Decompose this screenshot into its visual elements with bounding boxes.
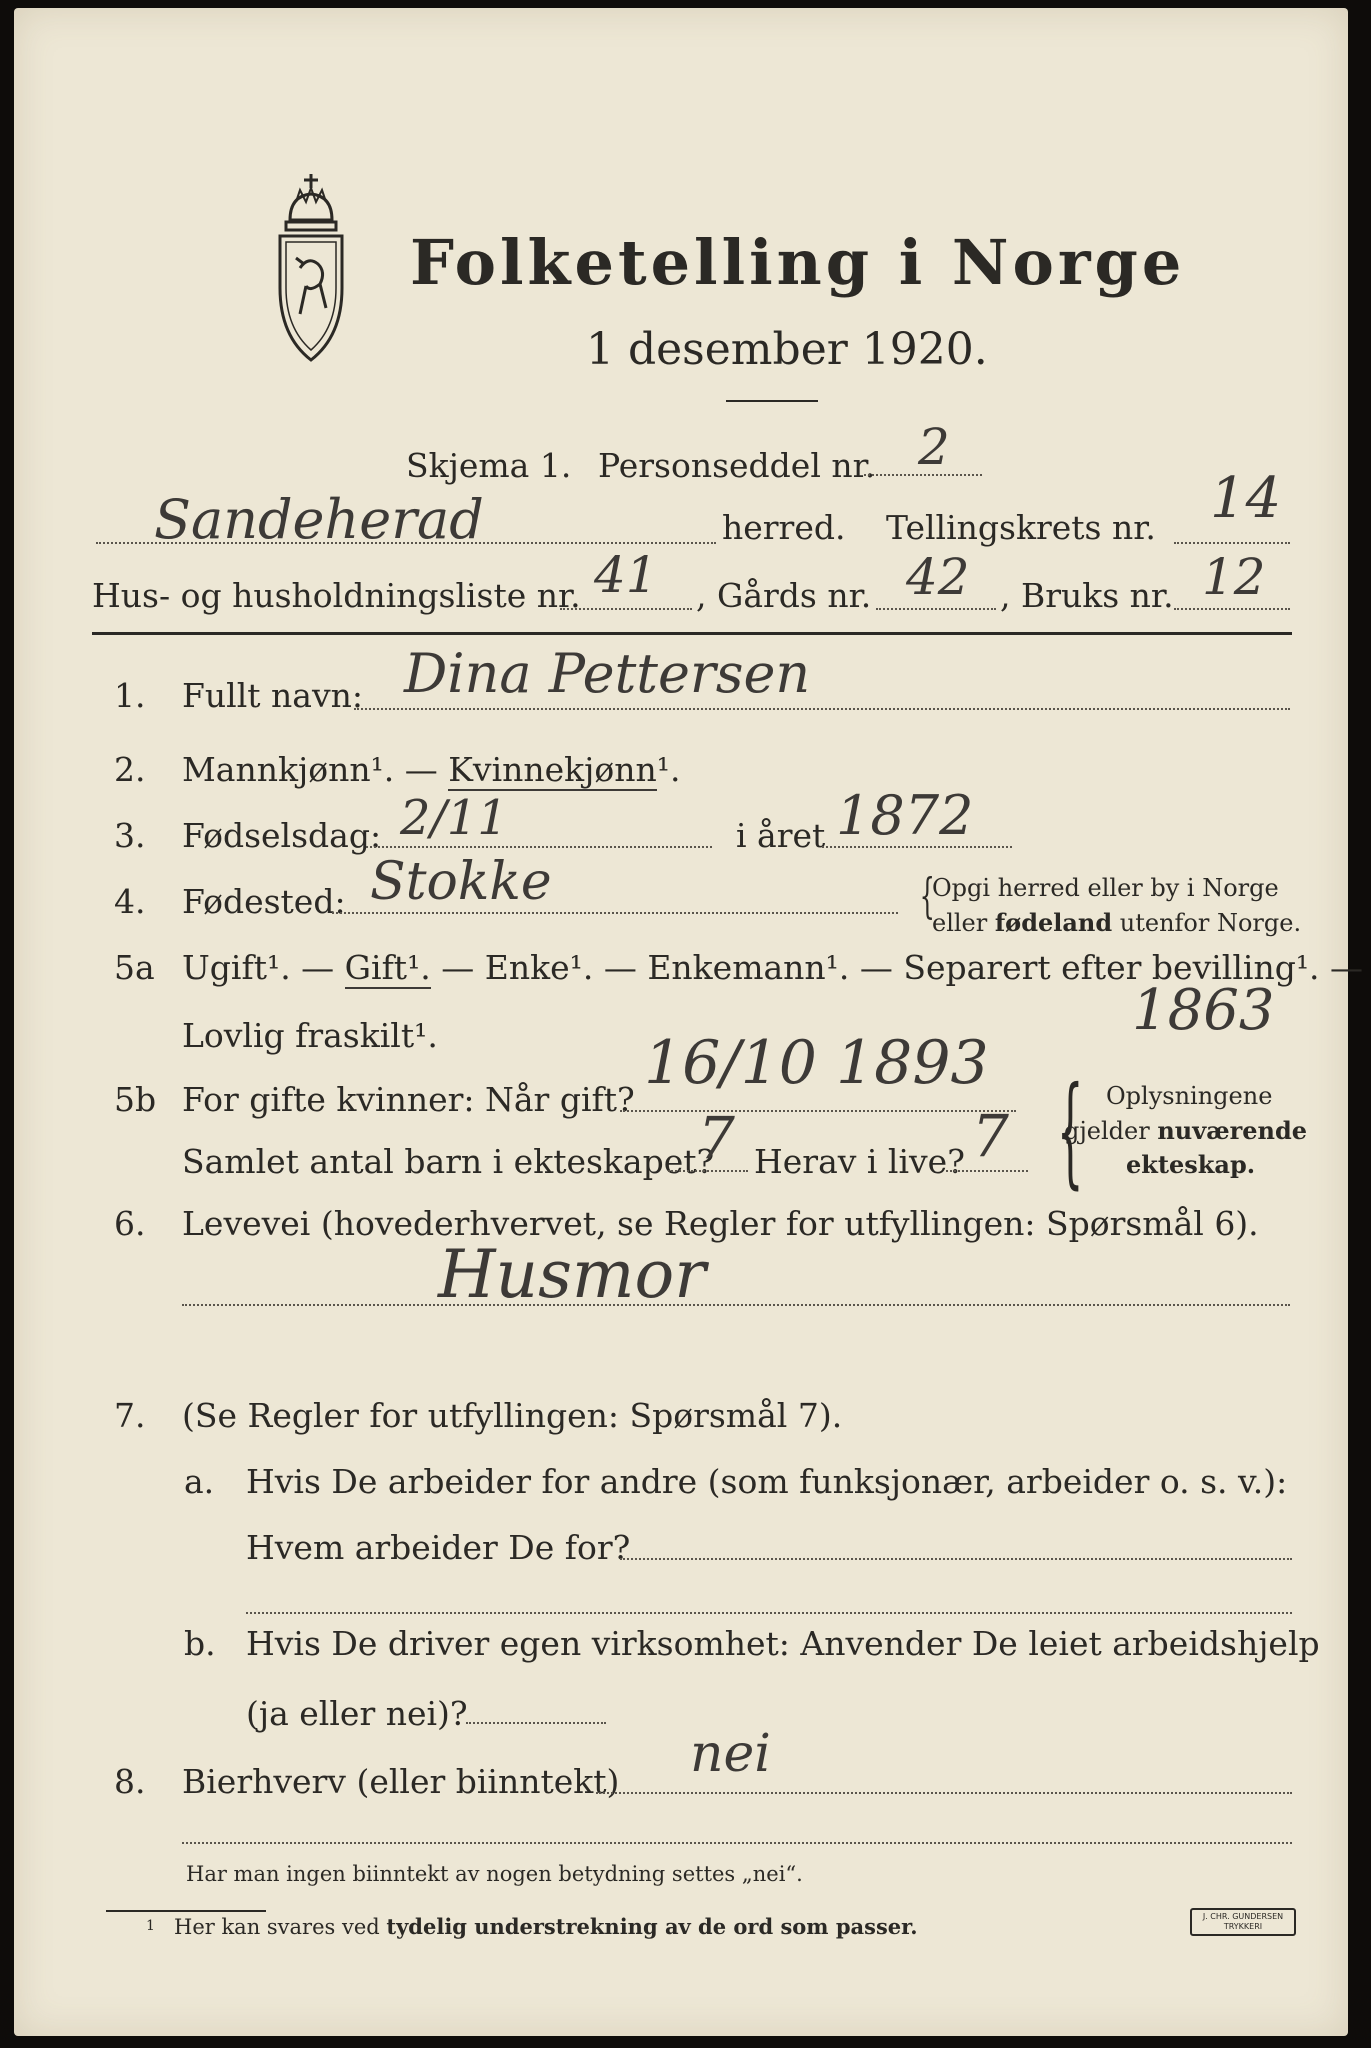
herred-label: herred. xyxy=(722,508,846,547)
q6-line xyxy=(182,1304,1290,1306)
q6-number: 6. xyxy=(114,1204,146,1243)
footnote-a: Her kan svares ved xyxy=(174,1915,387,1939)
q7a-letter: a. xyxy=(184,1462,215,1501)
q5b-note-2a: gjelder xyxy=(1064,1117,1158,1145)
title-divider xyxy=(726,400,818,402)
tellingskrets-label: Tellingskrets nr. xyxy=(886,508,1156,547)
printer-stamp: J. CHR. GUNDERSEN TRYKKERI xyxy=(1190,1908,1296,1936)
footnote-rule xyxy=(106,1910,266,1912)
q2-male: Mannkjønn¹. — xyxy=(182,750,449,789)
q4-brace: { xyxy=(919,868,935,924)
q5b-line xyxy=(620,1110,1016,1112)
q5b-number: 5b xyxy=(114,1080,157,1119)
q7b-line1: Hvis De driver egen virksomhet: Anvender De leiet arbeidshjelp xyxy=(246,1624,1320,1663)
q5a-ugift: Ugift¹. — xyxy=(182,948,345,987)
herred-value: Sandeherad xyxy=(154,488,484,551)
q5b-barn-value: 7 xyxy=(698,1104,735,1172)
q7b-line xyxy=(466,1722,606,1724)
hus-line xyxy=(560,608,692,610)
q4-line xyxy=(332,912,898,914)
q8-number: 8. xyxy=(114,1762,146,1801)
q4-label: Fødested: xyxy=(182,882,346,921)
q3-label: Fødselsdag: xyxy=(182,816,382,855)
q6-label: Levevei (hovederhvervet, se Regler for utfyllingen: Spørsmål 6). xyxy=(182,1204,1259,1243)
q4-note-2b: fødeland xyxy=(994,908,1113,937)
q8-value: nei xyxy=(690,1724,771,1784)
q4-note-2 xyxy=(932,908,1301,937)
hus-value: 41 xyxy=(594,546,658,604)
form-date: 1 desember 1920. xyxy=(586,324,988,375)
q5b-note-3: ekteskap. xyxy=(1126,1150,1256,1179)
q5b-live-label: Herav i live? xyxy=(754,1142,965,1181)
q4-note-2a: eller xyxy=(932,909,995,937)
personseddel-value: 2 xyxy=(918,418,950,476)
q5b-value: 16/10 1893 xyxy=(644,1028,989,1098)
q3-line xyxy=(366,846,712,848)
gards-value: 42 xyxy=(906,548,970,606)
q2-mark: ¹. xyxy=(656,750,681,789)
q7b-line2: (ja eller nei)? xyxy=(246,1694,468,1733)
q3-number: 3. xyxy=(114,816,146,855)
q4-note-2c: utenfor Norge. xyxy=(1112,909,1302,937)
q1-number: 1. xyxy=(114,676,146,715)
q8-line-extra xyxy=(182,1842,1292,1844)
q2-label xyxy=(182,750,681,789)
q8-line xyxy=(596,1792,1292,1794)
herred-line xyxy=(96,542,716,544)
q5b-note-2 xyxy=(1064,1116,1307,1145)
q5a-rest: — Enke¹. — Enkemann¹. — Separert efter bevilling¹. — xyxy=(430,948,1364,987)
q5b-note-1: Oplysningene xyxy=(1106,1082,1273,1110)
q3-year-value: 1872 xyxy=(836,784,974,847)
q7a-line-extra xyxy=(246,1612,1292,1614)
q5b-brace: { xyxy=(1056,1062,1084,1201)
bruks-line xyxy=(1174,608,1290,610)
footnote-mark: 1 xyxy=(146,1918,155,1934)
q5b-label: For gifte kvinner: Når gift? xyxy=(182,1080,635,1119)
tellingskrets-value: 14 xyxy=(1210,466,1282,531)
coat-of-arms-icon xyxy=(270,168,352,368)
tellingskrets-line xyxy=(1174,542,1290,544)
q2-number: 2. xyxy=(114,750,146,789)
q4-number: 4. xyxy=(114,882,146,921)
q7b-letter: b. xyxy=(184,1624,216,1663)
q3-value: 2/11 xyxy=(400,790,508,846)
skjema-label: Skjema 1. xyxy=(406,446,572,485)
q7-number: 7. xyxy=(114,1396,146,1435)
q1-value: Dina Pettersen xyxy=(404,642,811,705)
q5b-note-2b: nuværende xyxy=(1157,1116,1308,1145)
q2-female: Kvinnekjønn xyxy=(448,750,657,789)
q5b-barn-label: Samlet antal barn i ekteskapet? xyxy=(182,1142,715,1181)
footnote-b: tydelig understrekning av de ord som passer. xyxy=(386,1914,918,1939)
bruks-label: , Bruks nr. xyxy=(1000,576,1174,615)
q5a-number: 5a xyxy=(114,948,155,987)
q4-value: Stokke xyxy=(370,852,552,912)
q5a-gift: Gift¹. xyxy=(344,948,431,987)
q7a-line xyxy=(620,1558,1292,1560)
q1-label: Fullt navn: xyxy=(182,676,363,715)
q5b-live-value: 7 xyxy=(972,1102,1009,1170)
hus-label: Hus- og husholdningsliste nr. xyxy=(92,576,581,615)
form-title: Folketelling i Norge xyxy=(410,226,1186,299)
census-form xyxy=(14,8,1364,2036)
personseddel-label: Personseddel nr. xyxy=(598,446,876,485)
q3-year-label: i året xyxy=(736,816,826,855)
footnote xyxy=(174,1914,918,1939)
q5a-margin-value: 1863 xyxy=(1132,978,1275,1043)
q7-label: (Se Regler for utfyllingen: Spørsmål 7). xyxy=(182,1396,843,1435)
q5b-live-line xyxy=(946,1170,1028,1172)
q7a-line2: Hvem arbeider De for? xyxy=(246,1528,631,1567)
nei-note: Har man ingen biinntekt av nogen betydning settes „nei“. xyxy=(186,1862,803,1886)
header-rule xyxy=(92,632,1292,635)
gards-line xyxy=(876,608,996,610)
q8-label: Bierhverv (eller biinntekt) xyxy=(182,1762,620,1801)
q4-note-1: Opgi herred eller by i Norge xyxy=(932,874,1279,902)
bruks-value: 12 xyxy=(1202,548,1266,606)
q5a-line2: Lovlig fraskilt¹. xyxy=(182,1016,438,1055)
q6-value: Husmor xyxy=(438,1236,706,1313)
gards-label: , Gårds nr. xyxy=(696,576,872,615)
q7a-line1: Hvis De arbeider for andre (som funksjonær, arbeider o. s. v.): xyxy=(246,1462,1288,1501)
q1-line xyxy=(354,708,1290,710)
